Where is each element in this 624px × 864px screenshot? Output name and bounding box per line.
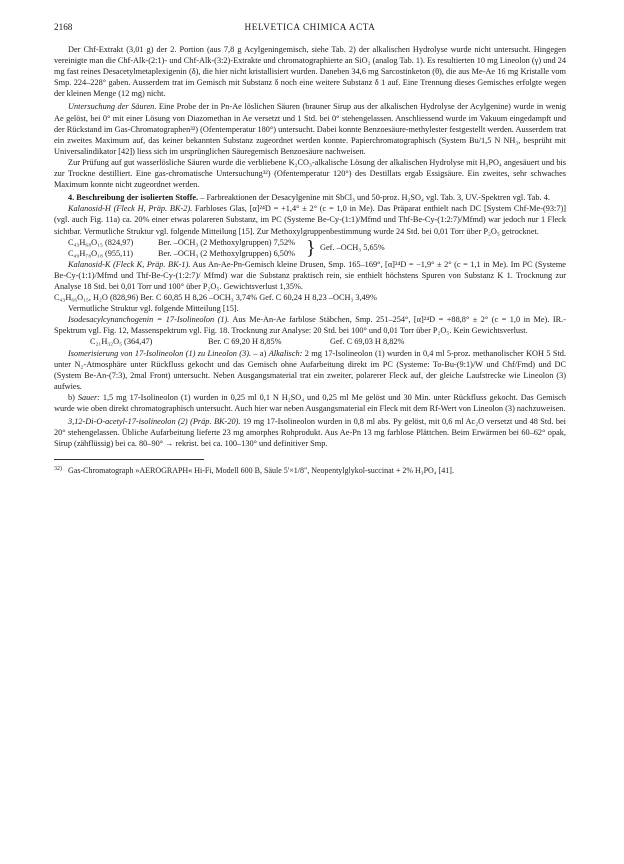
page <box>54 22 566 477</box>
footnote-mark: 32) <box>54 466 62 473</box>
found-iso: Gef. C 69,03 H 8,82% <box>330 337 405 347</box>
found-h: Gef. –OCH₃ 5,65% <box>320 242 385 252</box>
heading-isolineolon: Isodesacylcynanchogenin = 17-Isolineolon (1). <box>68 315 230 325</box>
heading-acids: Untersuchung der Säuren. <box>68 102 157 112</box>
paragraph-kalanosid-k <box>54 259 566 292</box>
section-heading-4: 4. Beschreibung der isolierten Stoffe. <box>68 193 199 203</box>
heading-kalanosid-k: Kalanosid-K (Fleck K, Präp. BK-1). <box>68 259 191 269</box>
calc-h2: Ber. –OCH₃ (2 Methoxylgruppen) 6,50% <box>158 248 296 258</box>
analysis-isolineolon <box>54 336 566 347</box>
text-isomerisation-a-prefix: – a) <box>251 348 269 358</box>
calc-iso: Ber. C 69,20 H 8,85% <box>208 337 282 347</box>
paragraph-diacetyl <box>54 416 566 449</box>
text-kalanosid-k: Aus An-Ae-Pn-Gemisch kleine Drusen, Smp. 165–169°, [α]²⁴D = −1,9° ± 2° (c = 1,1 in Me). Im PC (Systeme Be-Cy-(1:1)/Mfmd und Thf-Be-Cy-(1:2:7)/ Mfmd) war die Substanz praktisch rein, sie enthielt höchstens Spuren von Substanz K 1. Trocknung zur Analyse 18 Std. bei 0,01 Torr und 100° über P₂O₅. Gewichtsverlust 1,35%. <box>54 259 566 291</box>
journal-title: HELVETICA CHIMICA ACTA <box>244 22 376 32</box>
text-isomerisation-a: 2 mg 17-Isolineolon (1) wurden in 0,4 ml 5-proz. methanolischer KOH 5 Std. unter N₂-Atmosphäre unter Rückfluss gekocht und das Gemisch ohne Aufarbeitung direkt im PC (Systeme: To-Bu-(9:1)/W und Chf/Fmd) und DC (System Be-An-(7:3), 2mal Front) untersucht. Neben Ausgangsmaterial trat ein zweiter, polarerer Fleck auf, der gleiche Laufstrecke wie Lineolon (3) aufwies. <box>54 348 566 391</box>
formula-iso: C₂₁H₃₂O₅ (364,47) <box>90 337 153 347</box>
text-acids: Eine Probe der in Pn-Ae löslichen Säuren (brauner Sirup aus der alkalischen Hydrolyse der Acylgenine) wurde in wenig Ae gelöst, bei 0° mit einer Lösung von Diazomethan in Ae versetzt und 1 Std. bei 0° stehengelassen. Anschliessend wurde im Vakuum eingedampft und der Rückstand im Gas-Chromatographen³²) (Ofentemperatur 180°) untersucht. Dabei konnte Benzoesäure-methylester festgestellt werden. Ausserdem trat ein zweites Maximum auf, das keiner bekannten Substanz zugeordnet werden konnte. Papierchromatographisch (System Bu/1,5 N NH₃, besprüht mit Universalindikator [42]) liess sich im ursprünglichen Säuregemisch Benzoesäure nachweisen. <box>54 102 566 156</box>
article-body <box>54 44 566 477</box>
footnote-32 <box>54 466 566 477</box>
paragraph-isomerisation <box>54 348 566 392</box>
structure-note-k <box>54 303 566 314</box>
page-header <box>54 22 566 38</box>
analysis-kalanosid-h <box>54 237 566 259</box>
formula-k2: Vermutliche Struktur vgl. folgende Mitteilung [15]. <box>68 304 239 314</box>
label-alkalisch: Alkalisch: <box>268 348 303 358</box>
brace-symbol: } <box>306 236 316 259</box>
formula-k1: C₄₃H₆₆O₁₅, H₂O (828,96) Ber. C 60,85 H 8,26 –OCH₃ 3,74% Gef. C 60,24 H 8,23 –OCH₃ 3,49% <box>54 293 377 303</box>
heading-isomerisation: Isomerisierung von 17-Isolineolon (1) zu Lineolon (3). <box>68 348 252 358</box>
paragraph-acids <box>54 101 566 156</box>
paragraph-chf-extract: Der Chf-Extrakt (3,01 g) der 2. Portion (aus 7,8 g Acylgeningemisch, siehe Tab. 2) der alkalischen Hydrolyse wurde nicht untersucht. Hingegen vereinigte man die Chf-Alk-(2:1)- und Chf-Alk-(3:2)-Extrakte und chromatographierte an SiO₂ (analog Tab. 1). Es resultierten 10 mg Lineolon (γ) und 24 mg fast reines Desacetylmetaplexigenin (δ), die hier nicht kristallisiert wurden. Daneben 34,6 mg Sarcostinketon (θ), die aus Me-Ae 16 mg Kristalle vom Smp. 224–228° gaben. Ausserdem trat im Gemisch mit Substanz δ noch eine weitere Substanz δ 1 auf. Eine Trennung dieses Gemisches erfolgte wegen der kleinen Menge (12 mg) nicht. <box>54 45 566 99</box>
page-number: 2168 <box>54 22 73 32</box>
paragraph-kalanosid-h <box>54 203 566 236</box>
text-diacetyl: 19 mg 17-Isolineolon wurden in 0,8 ml abs. Py gelöst, mit 0,6 ml Ac₂O versetzt und 48 Std. bei 20° stehengelassen. Übliche Aufarbeitung lieferte 23 mg amorphes Rohprodukt. Aus Ae-Pn 13 mg farblose Plättchen. Beim Erwärmen bei 60–62° opak, Sirup (zähflüssig) bei ca. 80–90° → rekrist. bei ca. 100–130° und definitiver Smp. <box>54 417 566 449</box>
text-sauer: 1,5 mg 17-Isolineolon (1) wurden in 0,25 ml 0,1 N H₂SO₄ und 0,25 ml Me gelöst und 30 Min. unter Rückfluss gekocht. Das Gemisch wurde wie oben direkt chromatographisch untersucht. Auch hier war neben Ausgangsmaterial ein Fleck mit dem Rf-Wert von Lineolon (3) nachzuweisen. <box>54 392 566 413</box>
paragraph-sauer <box>54 392 566 414</box>
text-sauer-prefix: b) <box>68 392 78 402</box>
paragraph-section-4 <box>54 192 566 203</box>
paragraph-water-soluble-acids: Zur Prüfung auf gut wasserlösliche Säuren wurde die verbliebene K₂CO₃-alkalische Lösung der alkalischen Hydrolyse mit H₃PO₄ angesäuert und bis zur Trockne destilliert. Eine gas-chromatische Untersuchung³²) (Ofentemperatur 120°) des Destillats ergab Essigsäure. Ein zweites, sehr schwaches Maximum konnte nicht zugeordnet werden. <box>54 157 566 190</box>
heading-kalanosid-h: Kalanosid-H (Fleck H, Präp. BK-2). <box>68 204 193 214</box>
formula-h2: C₄₉H₇₈O₁₈ (955,11) <box>68 248 133 258</box>
text-section-4: – Farbreaktionen der Desacylgenine mit SbCl₃ und 50-proz. H₂SO₄ vgl. Tab. 3, UV.-Spektren vgl. Tab. 4. <box>198 193 550 203</box>
formula-h1: C₄₃H₆₈O₁₅ (824,97) <box>68 237 134 247</box>
footnote-text: Gas-Chromatograph »AEROGRAPH« Hi-Fi, Modell 600 B, Säule 5'×1/8", Neopentylglykol-succinat + 2% H₃PO₄ [41]. <box>68 466 454 476</box>
footnote-divider <box>54 459 204 460</box>
heading-diacetyl: 3,12-Di-O-acetyl-17-isolineolon (2) (Präp. BK-20). <box>68 417 241 427</box>
text-kalanosid-h: Farbloses Glas, [α]²⁴D = +1,4° ± 2° (c = 1,0 in Me). Das Präparat enthielt nach DC [System Chf-Me-(93:7)] (vgl. auch Fig. 11a) ca. 20% einer etwas polareren Substanz, im PC (Systeme Be-Cy-(1:1)/Mfmd und Thf-Be-Cy-(1:2:7)/Mfmd) war jedoch nur 1 Fleck sichtbar. Vermutliche Struktur vgl. folgende Mitteilung [15]. Zur Methoxylgruppenbestimmung wurde 24 Std. bei 0,01 Torr über P₂O₅ getrocknet. <box>54 204 566 236</box>
calc-h1: Ber. –OCH₃ (2 Methoxylgruppen) 7,52% <box>158 237 296 247</box>
paragraph-isolineolon <box>54 314 566 336</box>
analysis-kalanosid-k <box>54 292 566 303</box>
text-isolineolon: Aus Me-An-Ae farblose Stäbchen, Smp. 251–254°, [α]²⁴D = +88,8° ± 2° (c = 1,0 in Me). IR.-Spektrum vgl. Fig. 12, Massenspektrum vgl. Fig. 18. Trocknung zur Analyse: 20 Std. bei 100° und 0,01 Torr über P₂O₅. Kein Gewichtsverlust. <box>54 315 566 336</box>
label-sauer: Sauer: <box>77 392 100 402</box>
